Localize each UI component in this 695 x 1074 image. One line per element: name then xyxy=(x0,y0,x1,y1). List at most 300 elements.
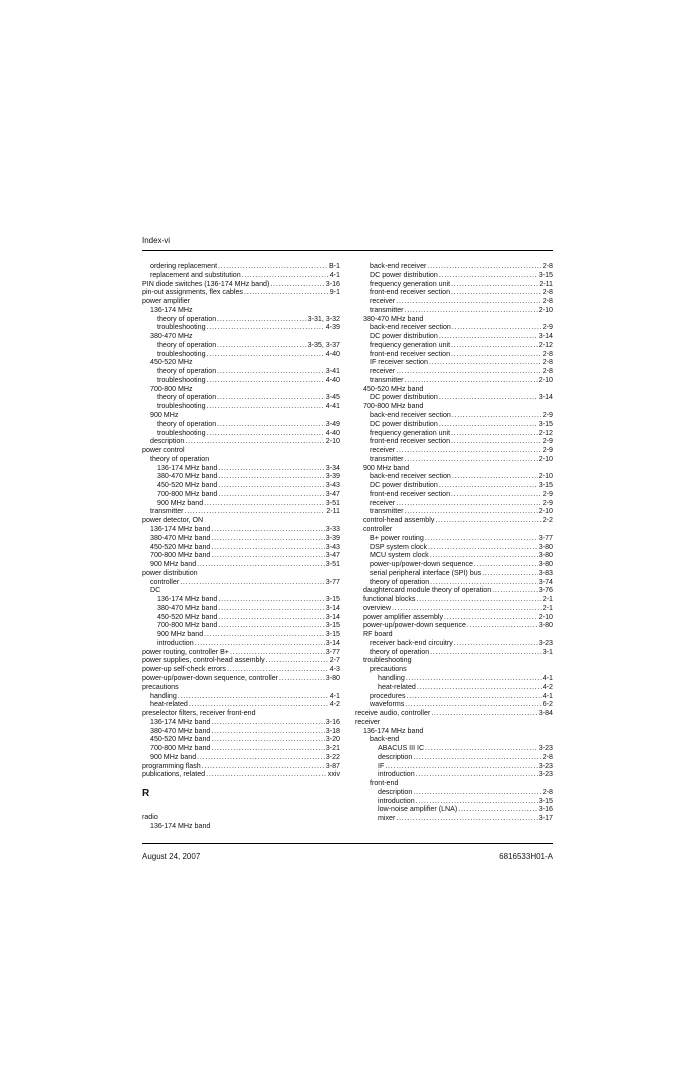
index-page-ref: 4-40 xyxy=(325,428,340,437)
dot-leader xyxy=(451,437,542,446)
index-term: 700-800 MHz band xyxy=(150,744,211,753)
dot-leader xyxy=(417,683,542,692)
index-entry xyxy=(355,507,553,516)
index-term: heat-related xyxy=(150,700,188,709)
index-entry xyxy=(355,797,553,806)
index-entry xyxy=(142,315,340,324)
dot-leader xyxy=(242,271,329,280)
index-page-ref: 4-2 xyxy=(329,700,340,709)
index-term: 136-174 MHz band xyxy=(363,726,424,735)
index-page-ref: 2-8 xyxy=(542,288,553,297)
index-page-ref: 2-9 xyxy=(542,446,553,455)
dot-leader xyxy=(439,481,538,490)
index-page-ref: 2-8 xyxy=(542,358,553,367)
index-term: receiver xyxy=(370,446,396,455)
dot-leader xyxy=(217,420,325,429)
dot-leader xyxy=(207,376,325,385)
index-page-ref: 3-80 xyxy=(538,551,553,560)
index-page-ref: 3-23 xyxy=(538,638,553,647)
index-entry xyxy=(355,762,553,771)
index-entry xyxy=(355,648,553,657)
index-entry xyxy=(142,744,340,753)
index-page-ref: 2-12 xyxy=(538,340,553,349)
dot-leader xyxy=(439,271,538,280)
index-term: ABACUS III IC xyxy=(378,744,425,753)
index-page-ref: 4-40 xyxy=(325,349,340,358)
dot-leader xyxy=(207,323,325,332)
dot-leader xyxy=(416,770,538,779)
index-term: troubleshooting xyxy=(157,349,206,358)
index-entry xyxy=(142,656,340,665)
index-entry xyxy=(142,604,340,613)
index-term: 900 MHz band xyxy=(150,752,197,761)
dot-leader xyxy=(230,648,325,657)
index-page-ref: 3-31, 3-32 xyxy=(307,314,340,323)
dot-leader xyxy=(211,525,324,534)
index-term: publications, related xyxy=(142,770,206,779)
dot-leader xyxy=(431,709,537,718)
index-page-ref: 2-10 xyxy=(325,437,340,446)
index-term: RF board xyxy=(363,630,393,639)
index-term: introduction xyxy=(157,638,194,647)
dot-leader xyxy=(405,306,538,315)
dot-leader xyxy=(197,753,325,762)
index-page-ref: 3-15 xyxy=(325,630,340,639)
index-entry xyxy=(142,350,340,359)
index-term: handling xyxy=(150,691,177,700)
index-entry xyxy=(355,578,553,587)
index-page-ref: 4-3 xyxy=(329,665,340,674)
dot-leader xyxy=(211,718,324,727)
index-term: 450-520 MHz band xyxy=(157,612,218,621)
index-entry xyxy=(355,411,553,420)
index-entry xyxy=(142,753,340,762)
index-term: introduction xyxy=(378,796,415,805)
index-entry xyxy=(142,813,340,822)
index-term: 136-174 MHz band xyxy=(150,524,211,533)
index-term: preselector filters, receiver front-end xyxy=(142,709,256,718)
index-page-ref: 3-20 xyxy=(325,735,340,744)
index-page-ref: 4-40 xyxy=(325,375,340,384)
dot-leader xyxy=(218,490,324,499)
index-term: controller xyxy=(150,577,180,586)
index-page-ref: 3-74 xyxy=(538,577,553,586)
index-term: back-end receiver section xyxy=(370,323,451,332)
index-page-ref: 3-80 xyxy=(538,542,553,551)
index-term: 450-520 MHz xyxy=(150,358,193,367)
section-letter: R xyxy=(142,788,150,800)
dot-leader xyxy=(439,420,538,429)
index-page-ref: 3-76 xyxy=(538,586,553,595)
index-page-ref: 2-10 xyxy=(538,454,553,463)
index-entry xyxy=(142,402,340,411)
dot-leader xyxy=(217,341,307,350)
index-entry xyxy=(142,499,340,508)
index-page-ref: 3-15 xyxy=(538,481,553,490)
dot-leader xyxy=(451,429,538,438)
dot-leader xyxy=(405,507,538,516)
index-entry xyxy=(355,516,553,525)
index-entry xyxy=(142,446,340,455)
index-term: 380-470 MHz band xyxy=(157,603,218,612)
index-entry xyxy=(142,718,340,727)
dot-leader xyxy=(454,639,538,648)
index-term: introduction xyxy=(378,770,415,779)
dot-leader xyxy=(202,762,325,771)
index-entry xyxy=(355,560,553,569)
index-entry xyxy=(142,727,340,736)
dot-leader xyxy=(430,648,542,657)
dot-leader xyxy=(211,727,324,736)
index-entry xyxy=(355,341,553,350)
index-term: receiver back-end circuitry xyxy=(370,638,453,647)
index-entry xyxy=(142,262,340,271)
footer-doc-number: 6816533H01-A xyxy=(499,852,553,861)
index-term: 450-520 MHz band xyxy=(150,735,211,744)
dot-leader xyxy=(451,490,542,499)
index-term: daughtercard module theory of operation xyxy=(363,586,492,595)
dot-leader xyxy=(217,367,325,376)
index-term: precautions xyxy=(142,682,179,691)
index-page-ref: 2-7 xyxy=(329,656,340,665)
index-term: power routing, controller B+ xyxy=(142,647,229,656)
dot-leader xyxy=(207,429,325,438)
index-term: 380-470 MHz xyxy=(150,332,193,341)
index-page-ref: 3-51 xyxy=(325,560,340,569)
index-term: DC power distribution xyxy=(370,481,438,490)
index-page-ref: 3-77 xyxy=(538,533,553,542)
index-page-ref: 2-8 xyxy=(542,262,553,270)
index-entry xyxy=(142,595,340,604)
index-page-ref: 2-11 xyxy=(539,279,553,288)
index-entry xyxy=(142,437,340,446)
index-term: receiver xyxy=(355,717,381,726)
index-page-ref: 3-51 xyxy=(325,498,340,507)
dot-leader xyxy=(204,499,325,508)
dot-leader xyxy=(392,604,542,613)
index-entry xyxy=(355,315,553,324)
index-entry xyxy=(355,814,553,823)
dot-leader xyxy=(227,665,329,674)
index-entry xyxy=(355,350,553,359)
index-page-ref: 3-14 xyxy=(538,393,553,402)
index-entry xyxy=(355,639,553,648)
index-entry xyxy=(355,332,553,341)
dot-leader xyxy=(451,288,542,297)
index-term: power-up/power-down sequence xyxy=(363,621,466,630)
dot-leader xyxy=(430,551,538,560)
index-page-ref: 3-18 xyxy=(325,726,340,735)
index-entry xyxy=(142,683,340,692)
index-term: 136-174 MHz band xyxy=(150,717,211,726)
index-term: control-head assembly xyxy=(363,516,435,525)
dot-leader xyxy=(482,569,538,578)
index-entry xyxy=(355,534,553,543)
dot-leader xyxy=(204,630,325,639)
index-entry xyxy=(355,709,553,718)
index-term: description xyxy=(378,787,413,796)
index-term: receive audio, controller xyxy=(355,709,431,718)
index-page-ref: 4-1 xyxy=(329,270,340,279)
index-term: 700-800 MHz band xyxy=(150,551,211,560)
dot-leader xyxy=(180,578,325,587)
index-term: frequency generation unit xyxy=(370,279,451,288)
index-entry xyxy=(355,586,553,595)
index-term: 900 MHz band xyxy=(157,498,204,507)
index-entry xyxy=(142,586,340,595)
index-entry xyxy=(142,543,340,552)
index-term: theory of operation xyxy=(157,340,217,349)
dot-leader xyxy=(467,621,538,630)
dot-leader xyxy=(218,604,324,613)
dot-leader xyxy=(492,586,538,595)
index-entry xyxy=(355,630,553,639)
dot-leader xyxy=(435,516,541,525)
index-page-ref: 3-80 xyxy=(538,621,553,630)
index-term: 700-800 MHz band xyxy=(157,621,218,630)
index-entry xyxy=(355,744,553,753)
index-term: receiver xyxy=(370,297,396,306)
index-term: 380-470 MHz band xyxy=(363,314,424,323)
index-entry xyxy=(142,376,340,385)
index-entry xyxy=(142,735,340,744)
index-entry xyxy=(142,455,340,464)
dot-leader xyxy=(211,534,324,543)
index-page-ref: 4-39 xyxy=(325,323,340,332)
index-term: waveforms xyxy=(370,700,405,709)
index-term: B+ power routing xyxy=(370,533,424,542)
index-page-ref: 3-39 xyxy=(325,472,340,481)
dot-leader xyxy=(185,437,324,446)
index-entry xyxy=(142,613,340,622)
index-page-ref: 2-9 xyxy=(542,437,553,446)
index-term: transmitter xyxy=(370,454,404,463)
index-term: 700-800 MHz band xyxy=(363,402,424,411)
index-term: 900 MHz band xyxy=(157,630,204,639)
index-entry xyxy=(142,648,340,657)
index-entry xyxy=(355,788,553,797)
index-term: 450-520 MHz band xyxy=(363,384,424,393)
dot-leader xyxy=(451,350,542,359)
index-page-ref: 4-2 xyxy=(542,682,553,691)
index-page-ref: 3-84 xyxy=(538,709,553,718)
index-entry xyxy=(142,481,340,490)
index-entry xyxy=(355,437,553,446)
index-entry xyxy=(355,490,553,499)
index-entry xyxy=(142,472,340,481)
index-page-ref: 3-77 xyxy=(325,647,340,656)
index-entry xyxy=(142,709,340,718)
index-page-ref: 3-21 xyxy=(325,744,340,753)
index-entry xyxy=(142,534,340,543)
index-entry xyxy=(142,700,340,709)
dot-leader xyxy=(416,595,541,604)
index-page-ref: 3-16 xyxy=(325,717,340,726)
dot-leader xyxy=(178,692,329,701)
index-entry xyxy=(355,665,553,674)
index-page-ref: 3-14 xyxy=(325,603,340,612)
index-page-ref: 3-80 xyxy=(325,673,340,682)
index-page-ref: 3-15 xyxy=(325,595,340,604)
index-entry xyxy=(355,481,553,490)
dot-leader xyxy=(429,358,542,367)
index-term: DSP system clock xyxy=(370,542,428,551)
index-term: handling xyxy=(378,673,405,682)
index-entry xyxy=(142,822,340,831)
index-entry xyxy=(355,525,553,534)
index-term: precautions xyxy=(370,665,407,674)
index-entry xyxy=(355,621,553,630)
index-entry xyxy=(142,507,340,516)
index-entry xyxy=(355,262,553,271)
index-term: power supplies, control-head assembly xyxy=(142,656,265,665)
dot-leader xyxy=(218,262,328,271)
index-page-ref: 3-14 xyxy=(538,332,553,341)
index-page-ref: 2-10 xyxy=(538,305,553,314)
dot-leader xyxy=(451,280,538,289)
dot-leader xyxy=(439,393,538,402)
dot-leader xyxy=(396,499,542,508)
index-page-ref: 3-1 xyxy=(542,647,553,656)
index-page-ref: 4-1 xyxy=(329,691,340,700)
index-entry xyxy=(355,727,553,736)
index-term: theory of operation xyxy=(150,454,210,463)
index-term: transmitter xyxy=(370,305,404,314)
index-page-ref: 2-10 xyxy=(538,612,553,621)
index-term: theory of operation xyxy=(370,577,430,586)
index-page-ref: 3-43 xyxy=(325,542,340,551)
index-entry xyxy=(355,613,553,622)
index-term: theory of operation xyxy=(157,314,217,323)
index-term: power amplifier xyxy=(142,297,191,306)
index-term: front-end receiver section xyxy=(370,349,451,358)
index-entry xyxy=(355,569,553,578)
index-page-ref: 4-1 xyxy=(542,691,553,700)
dot-leader xyxy=(416,797,538,806)
index-entry xyxy=(355,420,553,429)
index-page-ref: 2-11 xyxy=(326,507,340,516)
index-entry xyxy=(142,569,340,578)
index-term: DC power distribution xyxy=(370,393,438,402)
index-entry xyxy=(355,674,553,683)
index-page-ref: 2-2 xyxy=(542,516,553,525)
dot-leader xyxy=(396,367,542,376)
index-term: ordering replacement xyxy=(150,262,218,270)
index-page-ref: 2-8 xyxy=(542,752,553,761)
dot-leader xyxy=(266,656,329,665)
dot-leader xyxy=(385,762,537,771)
index-entry xyxy=(355,735,553,744)
index-term: troubleshooting xyxy=(157,402,206,411)
index-entry xyxy=(355,385,553,394)
index-page-ref: 3-49 xyxy=(325,419,340,428)
index-term: DC power distribution xyxy=(370,270,438,279)
index-entry xyxy=(142,341,340,350)
index-entry xyxy=(142,490,340,499)
index-term: functional blocks xyxy=(363,595,416,604)
index-term: power distribution xyxy=(142,568,198,577)
index-term: low-noise amplifier (LNA) xyxy=(378,805,458,814)
index-page-ref: 3-47 xyxy=(325,489,340,498)
index-entry xyxy=(355,393,553,402)
index-entry xyxy=(142,420,340,429)
index-entry xyxy=(355,604,553,613)
dot-leader xyxy=(218,595,324,604)
dot-leader xyxy=(185,507,326,516)
dot-leader xyxy=(207,402,325,411)
index-entry xyxy=(355,429,553,438)
index-entry xyxy=(142,674,340,683)
index-page-ref: 2-9 xyxy=(542,411,553,420)
index-term: transmitter xyxy=(370,375,404,384)
index-term: back-end receiver xyxy=(370,262,427,270)
index-term: theory of operation xyxy=(157,367,217,376)
index-term: troubleshooting xyxy=(157,428,206,437)
index-page-ref: 3-33 xyxy=(325,524,340,533)
index-page-ref: 3-83 xyxy=(538,568,553,577)
index-entry xyxy=(142,516,340,525)
index-page-ref: 2-9 xyxy=(542,489,553,498)
index-page-ref: 3-23 xyxy=(538,770,553,779)
dot-leader xyxy=(396,814,537,823)
index-term: frequency generation unit xyxy=(370,340,451,349)
index-entry xyxy=(142,692,340,701)
dot-leader xyxy=(405,455,538,464)
index-term: heat-related xyxy=(378,682,416,691)
dot-leader xyxy=(405,376,538,385)
dot-leader xyxy=(451,341,538,350)
dot-leader xyxy=(452,411,542,420)
index-entry xyxy=(355,376,553,385)
index-page-ref: 3-15 xyxy=(538,270,553,279)
index-entry xyxy=(355,455,553,464)
index-entry xyxy=(142,280,340,289)
index-term: receiver xyxy=(370,498,396,507)
index-term: receiver xyxy=(370,367,396,376)
index-page-ref: 3-45 xyxy=(325,393,340,402)
index-entry xyxy=(142,271,340,280)
index-entry xyxy=(355,280,553,289)
index-page-ref: 2-12 xyxy=(538,428,553,437)
index-entry xyxy=(355,323,553,332)
index-entry xyxy=(142,560,340,569)
index-term: back-end xyxy=(370,735,400,744)
dot-leader xyxy=(425,744,538,753)
index-entry xyxy=(142,525,340,534)
index-page-ref: 3-47 xyxy=(325,551,340,560)
index-page-ref: 2-8 xyxy=(542,349,553,358)
index-term: radio xyxy=(142,813,158,822)
dot-leader xyxy=(396,446,542,455)
index-page-ref: 4-1 xyxy=(542,673,553,682)
index-entry xyxy=(142,358,340,367)
index-entry xyxy=(355,595,553,604)
index-term: 136-174 MHz band xyxy=(150,821,211,830)
dot-leader xyxy=(452,323,542,332)
index-term: 700-800 MHz xyxy=(150,384,193,393)
index-term: front-end receiver section xyxy=(370,437,451,446)
index-term: 450-520 MHz band xyxy=(150,542,211,551)
index-term: power-up/power-down sequence xyxy=(370,560,473,569)
index-page-ref: 2-9 xyxy=(542,323,553,332)
index-column-right xyxy=(355,262,553,823)
dot-leader xyxy=(427,262,541,271)
index-entry xyxy=(142,621,340,630)
index-page-ref: 3-15 xyxy=(325,621,340,630)
index-entry xyxy=(142,630,340,639)
index-term: 380-470 MHz band xyxy=(157,472,218,481)
dot-leader xyxy=(406,674,542,683)
